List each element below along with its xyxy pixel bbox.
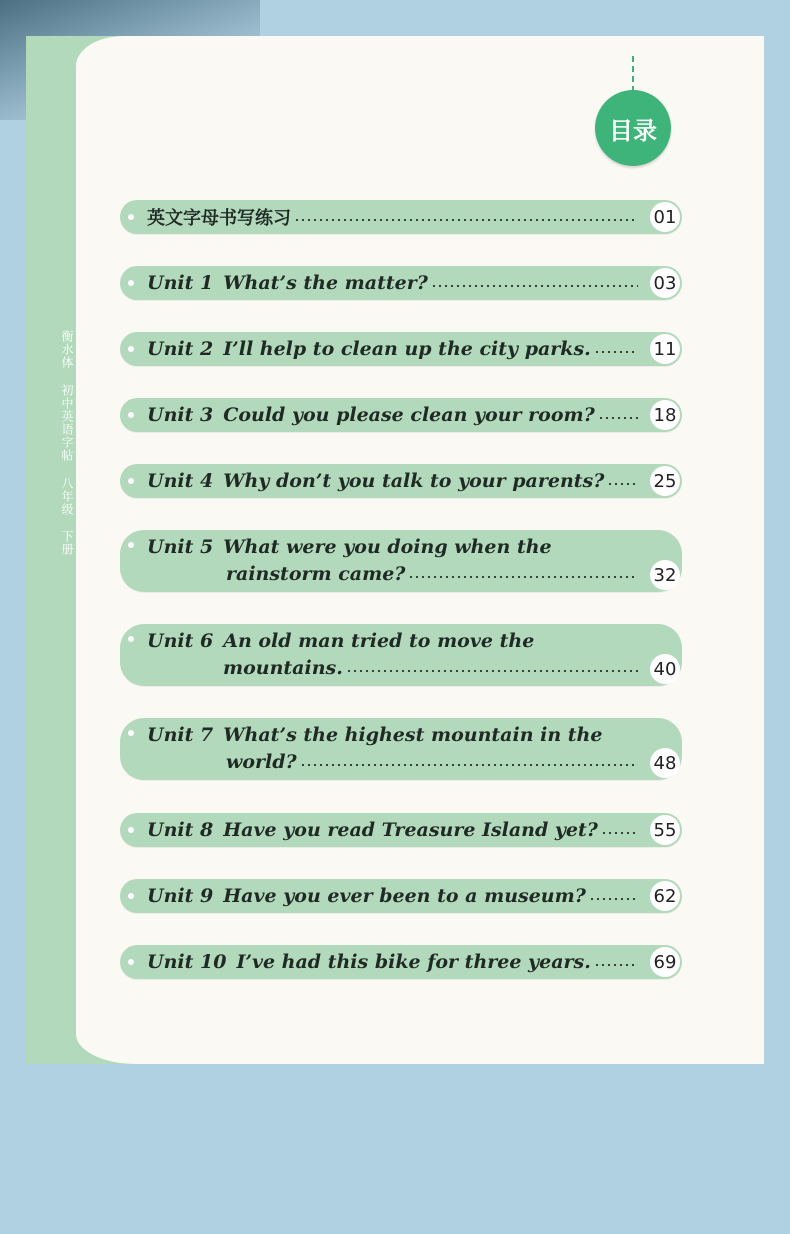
bullet-icon — [128, 542, 134, 548]
bullet-icon — [128, 214, 134, 220]
spine-grade: 八年级 — [60, 476, 74, 516]
page-number: 18 — [650, 400, 680, 430]
bullet-icon — [128, 827, 134, 833]
unit-label: Unit 6 — [147, 630, 214, 652]
dot-leader — [589, 898, 638, 900]
page-number: 01 — [650, 202, 680, 232]
page-number: 40 — [650, 654, 680, 684]
dot-leader — [294, 219, 638, 221]
unit-label: Unit 10 — [147, 951, 227, 973]
dot-leader — [346, 670, 638, 672]
page-number: 62 — [650, 881, 680, 911]
unit-label: Unit 2 — [147, 338, 214, 360]
dot-leader — [607, 483, 638, 485]
entry-title: I’ve had this bike for three years. — [236, 951, 591, 973]
entry-title: Have you ever been to a museum? — [223, 885, 586, 907]
bullet-icon — [128, 959, 134, 965]
toc-entry-unit-3[interactable] — [120, 398, 682, 432]
bullet-icon — [128, 346, 134, 352]
unit-label: Unit 3 — [147, 404, 214, 426]
spine-title: 初中英语字帖 — [60, 383, 74, 462]
toc-entry-unit-7[interactable] — [120, 718, 682, 780]
toc-entry-unit-9[interactable] — [120, 879, 682, 913]
bullet-icon — [128, 730, 134, 736]
unit-label: Unit 5 — [147, 536, 214, 558]
entry-title: 英文字母书写练习 — [147, 208, 291, 229]
toc-entry-unit-5[interactable] — [120, 530, 682, 592]
entry-title-continued: mountains. — [223, 657, 343, 679]
toc-entry-unit-4[interactable] — [120, 464, 682, 498]
unit-label: Unit 1 — [147, 272, 214, 294]
entry-title-continued: rainstorm came? — [226, 563, 406, 585]
bullet-icon — [128, 893, 134, 899]
page-number: 32 — [650, 560, 680, 590]
dot-leader — [594, 351, 638, 353]
entry-title-continued: world? — [226, 751, 297, 773]
toc-entry-alphabet[interactable] — [120, 200, 682, 234]
unit-label: Unit 8 — [147, 819, 214, 841]
toc-entry-unit-8[interactable] — [120, 813, 682, 847]
spine-text — [56, 330, 76, 566]
toc-entry-unit-10[interactable] — [120, 945, 682, 979]
toc-dashed-line — [632, 56, 634, 92]
toc-entry-unit-6[interactable] — [120, 624, 682, 686]
unit-label: Unit 7 — [147, 724, 214, 746]
unit-label: Unit 4 — [147, 470, 214, 492]
toc-title: 目录 — [595, 90, 671, 166]
bullet-icon — [128, 280, 134, 286]
spine-series: 衡水体 — [60, 330, 74, 369]
page-number: 25 — [650, 466, 680, 496]
entry-title: Could you please clean your room? — [223, 404, 595, 426]
bullet-icon — [128, 478, 134, 484]
entry-title: An old man tried to move the — [223, 630, 535, 652]
entry-title: What’s the highest mountain in the — [223, 724, 603, 746]
dot-leader — [594, 964, 638, 966]
page-number: 48 — [650, 748, 680, 778]
toc-entry-unit-2[interactable] — [120, 332, 682, 366]
dot-leader — [431, 285, 638, 287]
entry-title: Have you read Treasure Island yet? — [223, 819, 598, 841]
spine-volume: 下册 — [60, 530, 74, 557]
bullet-icon — [128, 636, 134, 642]
dot-leader — [601, 832, 638, 834]
page-number: 69 — [650, 947, 680, 977]
bullet-icon — [128, 412, 134, 418]
page-number: 11 — [650, 334, 680, 364]
entry-title: Why don’t you talk to your parents? — [223, 470, 605, 492]
dot-leader — [300, 764, 638, 766]
page-number: 55 — [650, 815, 680, 845]
entry-title: What were you doing when the — [223, 536, 552, 558]
unit-label: Unit 9 — [147, 885, 214, 907]
entry-title: What’s the matter? — [223, 272, 428, 294]
dot-leader — [598, 417, 638, 419]
dot-leader — [408, 576, 638, 578]
entry-title: I’ll help to clean up the city parks. — [223, 338, 591, 360]
page-number: 03 — [650, 268, 680, 298]
toc-entry-unit-1[interactable] — [120, 266, 682, 300]
